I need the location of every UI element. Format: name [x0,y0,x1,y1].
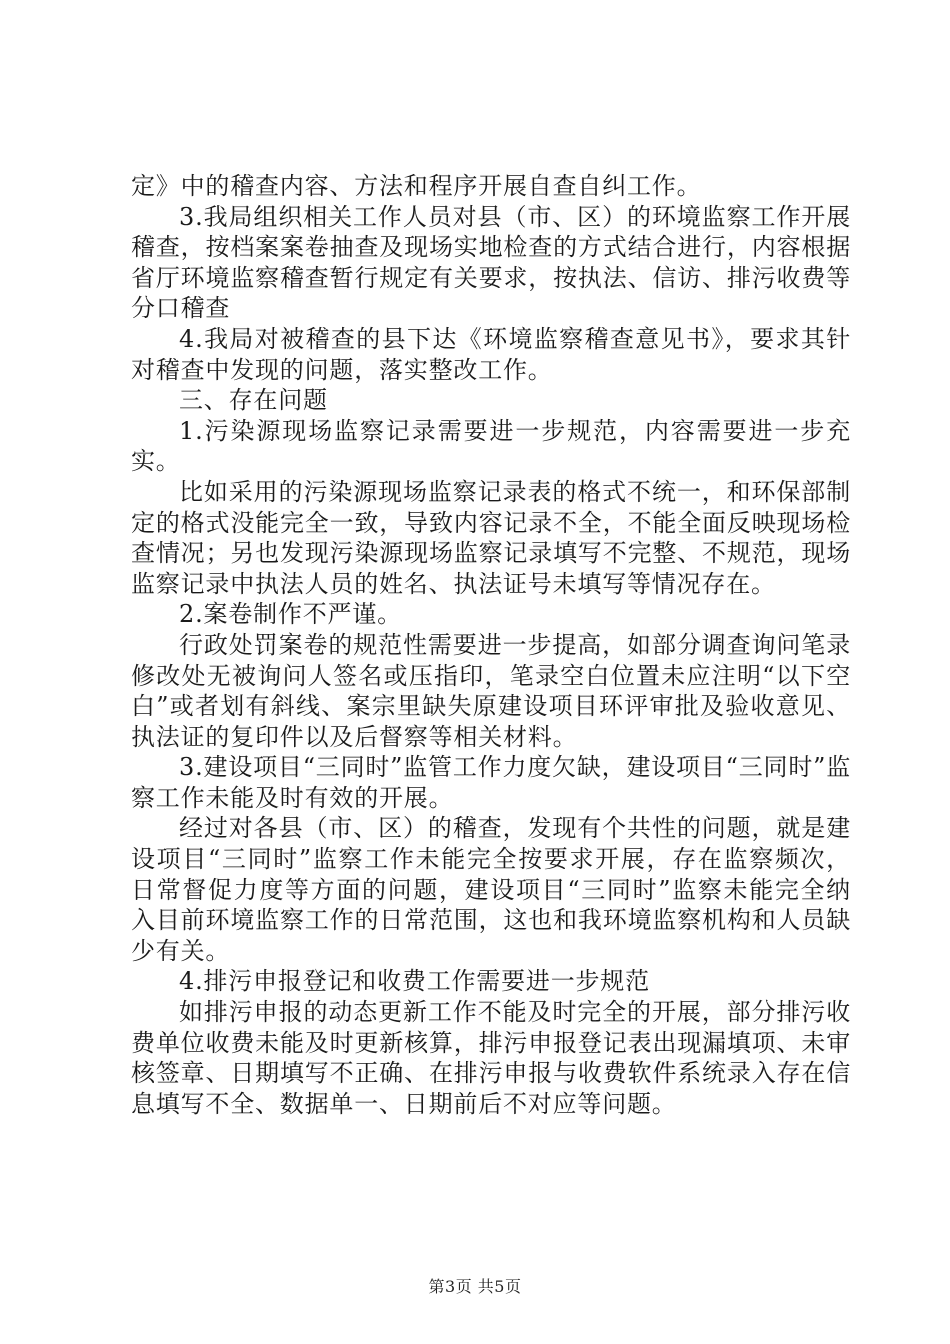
issue-1-heading: 1.污染源现场监察记录需要进一步规范，内容需要进一步充实。 [131,416,851,476]
paragraph-1: 定》中的稽查内容、方法和程序开展自查自纠工作。 [131,172,702,200]
issue-1-body: 比如采用的污染源现场监察记录表的格式不统一，和环保部制定的格式没能完全一致，导致内容记录不全，不能全面反映现场检查情况；另也发现污染源现场监察记录填写不完整、不规范，现场监察记录中执法人员的姓名、执法证号未填写等情况存在。 [131,477,851,598]
issue-3-heading: 3.建设项目“三同时”监管工作力度欠缺，建设项目“三同时”监察工作未能及时有效的开展。 [131,753,851,812]
issue-2-body: 行政处罚案卷的规范性需要进一步提高，如部分调查询问笔录修改处无被询问人签名或压指印，笔录空白位置未应注明“以下空白”或者划有斜线、案宗里缺失原建设项目环评审批及验收意见、执法证的复印件以及后督察等相关材料。 [131,630,851,751]
issue-2-heading: 2.案卷制作不严谨。 [179,600,402,629]
document-body [131,171,851,1119]
paragraph-2: 3.我局组织相关工作人员对县（市、区）的环境监察工作开展稽查，按档案案卷抽查及现场实地检查的方式结合进行，内容根据省厅环境监察稽查暂行规定有关要求，按执法、信访、排污收费等分口稽查 [131,202,851,323]
issue-3-body: 经过对各县（市、区）的稽查，发现有个共性的问题，就是建设项目“三同时”监察工作未能完全按要求开展，存在监察频次，日常督促力度等方面的问题，建设项目“三同时”监察未能完全纳入目前环境监察工作的日常范围，这也和我环境监察机构和人员缺少有关。 [131,814,851,965]
issue-4-heading: 4.排污申报登记和收费工作需要进一步规范 [179,967,650,996]
section-heading: 三、存在问题 [179,386,328,415]
paragraph-3: 4.我局对被稽查的县下达《环境监察稽查意见书》，要求其针对稽查中发现的问题，落实整改工作。 [131,324,851,384]
issue-4-body: 如排污申报的动态更新工作不能及时完全的开展，部分排污收费单位收费未能及时更新核算，排污申报登记表出现漏填项、未审核签章、日期填写不正确、在排污申报与收费软件系统录入存在信息填写不全、数据单一、日期前后不对应等问题。 [131,998,851,1118]
page-number-footer: 第3页 共5页 [428,1277,522,1296]
